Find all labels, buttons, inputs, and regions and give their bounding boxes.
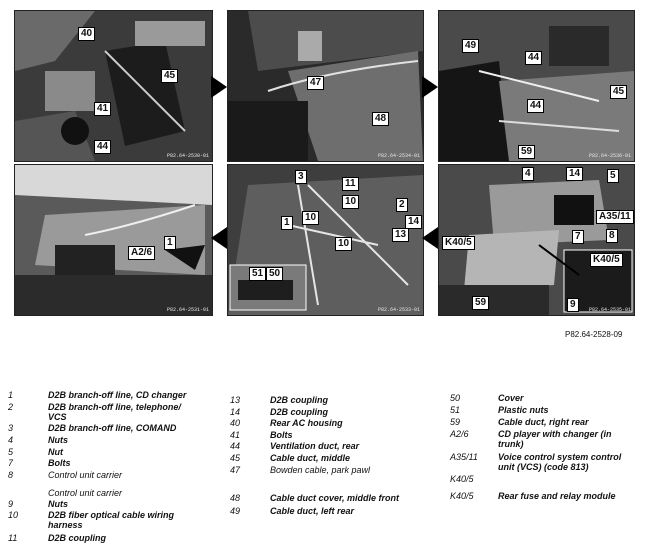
label-3: 3	[295, 170, 307, 184]
legend-description: D2B branch-off line, CD changer	[48, 390, 187, 400]
legend-number: 45	[230, 453, 241, 463]
legend-number: 50	[450, 393, 461, 403]
legend-description: D2B coupling	[48, 533, 106, 543]
label-k40-5: K40/5	[590, 253, 623, 267]
label-47: 47	[307, 76, 324, 90]
label-13: 13	[392, 228, 409, 242]
legend-number: 51	[450, 405, 461, 415]
legend-number: 48	[230, 493, 241, 503]
label-59: 59	[518, 145, 535, 159]
legend-description: VCS	[48, 412, 67, 422]
photo-code: P82.64-2535-01	[588, 307, 631, 313]
label-8: 8	[606, 229, 618, 243]
legend-number: K40/5	[450, 491, 474, 501]
legend-description: D2B coupling	[270, 395, 328, 405]
figure-reference: P82.64-2528-09	[565, 330, 623, 339]
label-44: 44	[94, 140, 111, 154]
legend-description: unit (VCS) (code 813)	[498, 462, 589, 472]
legend-description: trunk)	[498, 439, 524, 449]
label-14: 14	[405, 215, 422, 229]
photo-art	[15, 11, 212, 161]
legend-number: 2	[8, 402, 14, 412]
legend-description: Bolts	[48, 458, 71, 468]
label-59: 59	[472, 296, 489, 310]
label-51: 51	[249, 267, 266, 281]
photo-art	[15, 165, 212, 315]
photo-art	[228, 11, 423, 161]
photo-code: P82.64-2533-01	[377, 307, 420, 313]
legend-number: K40/5	[450, 474, 474, 484]
label-a35-11: A35/11	[596, 210, 634, 224]
label-50: 50	[266, 267, 283, 281]
legend-description: Nuts	[48, 435, 68, 445]
photo-code: P82.64-2534-01	[377, 153, 420, 159]
legend-description: Bolts	[270, 430, 293, 440]
legend-description: D2B branch-off line, telephone/	[48, 402, 181, 412]
photo-code: P82.64-2530-01	[166, 153, 209, 159]
label-10: 10	[335, 237, 352, 251]
label-2: 2	[396, 198, 408, 212]
legend-number: 11	[8, 533, 18, 543]
legend-description: Rear fuse and relay module	[498, 491, 616, 501]
label-14: 14	[566, 167, 583, 181]
label-1: 1	[164, 236, 176, 250]
legend-number: 8	[8, 470, 14, 480]
label-11: 11	[342, 177, 359, 191]
legend-description: Bowden cable, park pawl	[270, 465, 371, 475]
legend-description: Cable duct, right rear	[498, 417, 589, 427]
label-5: 5	[607, 169, 619, 183]
legend-description: Voice control system control	[498, 452, 622, 462]
legend-description: D2B branch-off line, COMAND	[48, 423, 177, 433]
legend-number: 9	[8, 499, 14, 509]
legend-description: D2B fiber optical cable wiring	[48, 510, 175, 520]
legend-number: 49	[230, 506, 241, 516]
photo-control-unit-carrier	[438, 164, 635, 316]
photo-code: P82.64-2536-01	[588, 153, 631, 159]
label-k40-5: K40/5	[442, 236, 475, 250]
legend-description: Nut	[48, 447, 63, 457]
legend-number: A2/6	[450, 429, 469, 439]
label-44: 44	[527, 99, 544, 113]
legend-description: Ventilation duct, rear	[270, 441, 360, 451]
label-10: 10	[342, 195, 359, 209]
photo-code: P82.64-2531-01	[166, 307, 209, 313]
legend-description: Cable duct, middle	[270, 453, 351, 463]
photo-cd-changer-trunk	[14, 164, 213, 316]
label-41: 41	[94, 102, 111, 116]
legend-number: 5	[8, 447, 14, 457]
photo-rear-ac-housing	[14, 10, 213, 162]
legend-number: 10	[8, 510, 19, 520]
label-4: 4	[522, 167, 534, 181]
legend-description: Rear AC housing	[270, 418, 343, 428]
label-9: 9	[567, 298, 579, 312]
label-48: 48	[372, 112, 389, 126]
legend-description: CD player with changer (in	[498, 429, 612, 439]
legend-description: Plastic nuts	[498, 405, 549, 415]
legend-number: 4	[8, 435, 14, 445]
legend-description: D2B coupling	[270, 407, 328, 417]
legend-description: Cover	[498, 393, 524, 403]
arrow-right-icon	[422, 76, 438, 98]
label-45: 45	[161, 69, 178, 83]
legend-description: Control unit carrier	[48, 488, 123, 498]
photo-d2b-cable-harness	[227, 164, 424, 316]
photo-cable-duct-left-rear	[438, 10, 635, 162]
legend-number: 59	[450, 417, 461, 427]
legend-number: 1	[8, 390, 14, 400]
arrow-right-icon	[211, 76, 227, 98]
label-1: 1	[281, 216, 293, 230]
label-40: 40	[78, 27, 95, 41]
label-10: 10	[302, 211, 319, 225]
photo-art	[439, 11, 634, 161]
legend-description: Cable duct, left rear	[270, 506, 355, 516]
arrow-left-icon	[211, 227, 227, 249]
legend-number: 13	[230, 395, 241, 405]
legend-number: 7	[8, 458, 14, 468]
legend-number: 40	[230, 418, 241, 428]
label-44: 44	[525, 51, 542, 65]
label-7: 7	[572, 230, 584, 244]
label-a2-6: A2/6	[128, 246, 155, 260]
arrow-left-icon	[422, 227, 438, 249]
label-45: 45	[610, 85, 627, 99]
legend-number: 44	[230, 441, 241, 451]
legend-number: 47	[230, 465, 241, 475]
legend-number: 3	[8, 423, 14, 433]
photo-cable-duct-middle	[227, 10, 424, 162]
legend-description: Control unit carrier	[48, 470, 123, 480]
legend-description: Cable duct cover, middle front	[270, 493, 400, 503]
legend-description: harness	[48, 520, 83, 530]
label-49: 49	[462, 39, 479, 53]
legend-number: 14	[230, 407, 241, 417]
legend-number: 41	[230, 430, 241, 440]
legend-number: A35/11	[450, 452, 478, 462]
legend-description: Nuts	[48, 499, 68, 509]
